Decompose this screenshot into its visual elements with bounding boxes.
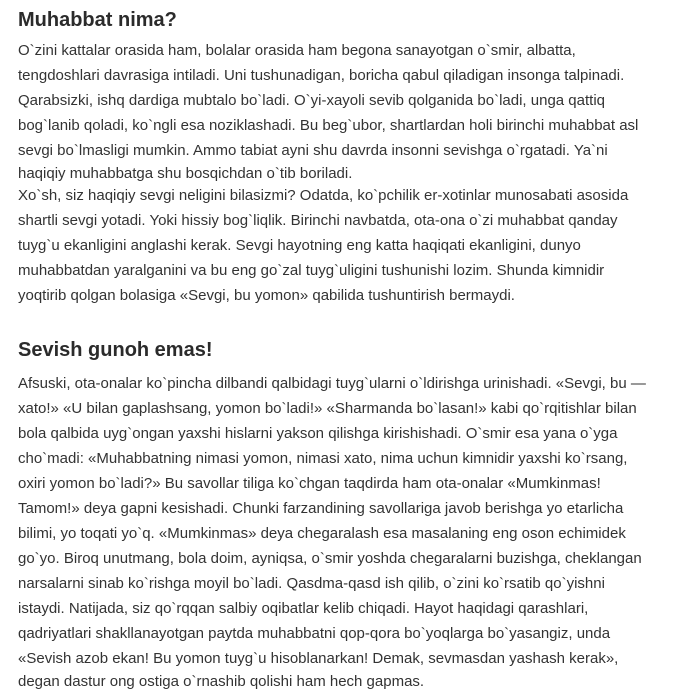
paragraph-line: «Sevish azob ekan! Bu yomon tuyg`u hisoblanarkan! Demak, sevmasdan yashash kerak», xyxy=(18,650,619,667)
paragraph-line: qadriyatlari shakllanayotgan paytda muhabbatni qop-qora bo`yoqlarga bo`yasangiz, unda xyxy=(18,625,611,642)
paragraph-line: yoqtirib qolgan bolasiga «Sevgi, bu yomon» qabilida tushuntirish bermaydi. xyxy=(18,287,515,304)
paragraph-line: bola qalbida uyg`ongan yaxshi hislarni yakson qilishga kirishishadi. O`smir esa yana o`yga xyxy=(18,425,618,442)
paragraph-line: Qarabsizki, ishq dardiga mubtalo bo`ladi. O`yi-xayoli sevib qolganida bo`ladi, unga qattiq xyxy=(18,92,605,109)
paragraph-line: shartli sevgi yotadi. Yoki hissiy bog`liqlik. Birinchi navbatda, ota-ona o`zi muhabbat qanday xyxy=(18,212,618,229)
section-heading-sevish-gunoh-emas: Sevish gunoh emas! xyxy=(18,339,213,361)
paragraph-line: narsalarni sinab ko`rishga moyil bo`ladi. Qasdma-qasd ish qilib, o`zini ko`rsatib qo`yishni xyxy=(18,575,605,592)
paragraph-line: haqiqiy muhabbatga shu bosqichdan o`tib boriladi. xyxy=(18,165,353,182)
paragraph-line: Xo`sh, siz haqiqiy sevgi neligini bilasizmi? Odatda, ko`pchilik er-xotinlar munosabati asosida xyxy=(18,187,629,204)
paragraph-line: cho`madi: «Muhabbatning nimasi yomon, nimasi xato, nima uchun kimnidir yaxshi ko`rsang, xyxy=(18,450,628,467)
paragraph-line: oxiri yomon bo`ladi?» Bu savollar tiliga ko`chgan taqdirda ham ota-onalar «Mumkinmas! xyxy=(18,475,601,492)
paragraph-line: istaydi. Natijada, siz qo`rqqan salbiy oqibatlar kelib chiqadi. Hayot haqidagi qarashlari, xyxy=(18,600,589,617)
paragraph-line: Tamom!» deya gapni kesishadi. Chunki farzandining savollariga javob berishga yo etarlicha xyxy=(18,500,624,517)
paragraph-line: tuyg`u ekanligini anglashi kerak. Sevgi hayotning eng katta haqiqati ekanligini, dunyo xyxy=(18,237,581,254)
paragraph-line: O`zini kattalar orasida ham, bolalar orasida ham begona sanayotgan o`smir, albatta, xyxy=(18,42,576,59)
paragraph-line: go`yo. Biroq unutmang, bola doim, ayniqsa, o`smir yoshda chegaralarni buzishga, cheklangan xyxy=(18,550,642,567)
paragraph-line: sevgi bo`lmasligi mumkin. Ammo tabiat ayni shu davrda insonni sevishga o`rgatadi. Ya`ni xyxy=(18,142,608,159)
paragraph-line: degan dastur ong ostiga o`rnashib qolishi ham hech gapmas. xyxy=(18,673,425,690)
paragraph-line: bilimi, yo toqati yo`q. «Mumkinmas» deya chegaralash esa masalaning eng oson echimidek xyxy=(18,525,626,542)
paragraph-line: Afsuski, ota-onalar ko`pincha dilbandi qalbidagi tuyg`ularni o`ldirishga urinishadi. «Sevgi, bu — xyxy=(18,375,646,392)
paragraph-line: xato!» «U bilan gaplashsang, yomon bo`ladi!» «Sharmanda bo`lasan!» kabi qo`rqitishlar bilan xyxy=(18,400,637,417)
paragraph-line: bog`lanib qoladi, ko`ngli esa noziklashadi. Bu beg`ubor, shartlardan holi birinchi muhabbat asl xyxy=(18,117,639,134)
paragraph-line: muhabbatdan yaralganini va bu eng go`zal tuyg`uligini tushunishi lozim. Shunda kimnidir xyxy=(18,262,605,279)
paragraph-line: tengdoshlari davrasiga intiladi. Uni tushunadigan, boricha qabul qiladigan insonga talpinadi. xyxy=(18,67,625,84)
section-heading-muhabbat-nima: Muhabbat nima? xyxy=(18,9,177,31)
